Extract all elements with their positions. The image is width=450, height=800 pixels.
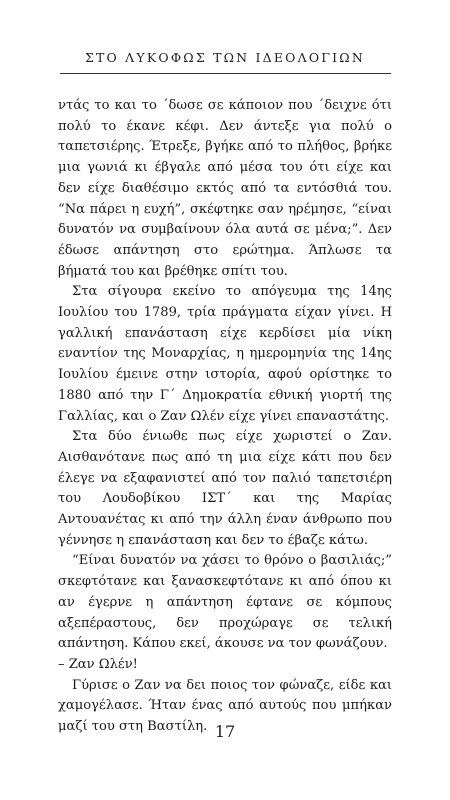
dialogue-line: – Ζαν Ωλέν! [58, 656, 138, 672]
header-rule [60, 73, 391, 74]
body-text [58, 96, 392, 738]
paragraph: Γύρισε ο Ζαν να δει ποιος τον φώναζε, είδε και χαμογέλασε. Ήταν ένας από αυτούς που μπήκαν μαζί του στη Βαστίλη. [58, 677, 392, 735]
page-number: 17 [214, 722, 236, 741]
paragraph: ντάς το και το ΄δωσε σε κάποιον που ΄δειχνε ότι πολύ το έκανε κέφι. Δεν άντεξε για πολύ ο ταπετσιέρης. Έτρεξε, βγήκε από το πλήθος, βρήκε μια γωνιά κι έβγαλε από μέσα του ότι είχε και δεν είχε διαθέσιμο εκτός από τα εντόσθιά του. “Να πάρει η ευχή”, σκέφτηκε σαν ηρέμησε, “είναι δυνατόν να συμβαίνουν όλα αυτά σε μένα;”. Δεν έδωσε απάντηση στο ερώτημα. Άπλωσε τα βήματά του και βρέθηκε σπίτι του. [58, 98, 392, 279]
paragraph: Στα δύο ένιωθε πως είχε χωριστεί ο Ζαν. Αισθανότανε πως από τη μια είχε κάτι που δεν έλεγε να εξαφανιστεί από τον παλιό ταπετσιέρη του Λουδοβίκου ΙΣΤ΄ και της Μαρίας Αντουανέτας κι από την άλλη έναν άνθρωπο που γέννησε η επανάσταση και δεν το έβαζε κάτω. [58, 429, 392, 548]
paragraph: “Είναι δυνατόν να χάσει το θρόνο ο βασιλιάς;” σκεφτότανε και ξανασκεφτότανε κι από όπου κι αν έγερνε η απάντηση έφτανε σε κόμπους αξεπέραστους, δεν προχώραγε σε τελική απάντηση. Κάπου εκεί, άκουσε να τον φωνάζουν. [58, 553, 392, 652]
running-head: ΣΤΟ ΛΥΚΟΦΩΣ ΤΩΝ ΙΔΕΟΛΟΓΙΩΝ [84, 50, 366, 65]
paragraph: Στα σίγουρα εκείνο το απόγευμα της 14ης Ιουλίου του 1789, τρία πράγματα είχαν γίνει. Η γαλλική επανάσταση είχε κερδίσει μία νίκη εναντίον της Μοναρχίας, η ημερομηνία της 14ης Ιουλίου έμεινε στην ιστορία, αφού ορίστηκε το 1880 από την Γ΄ Δημοκρατία εθνική γιορτή της Γαλλίας, και ο Ζαν Ωλέν είχε γίνει επαναστάτης. [58, 284, 392, 424]
